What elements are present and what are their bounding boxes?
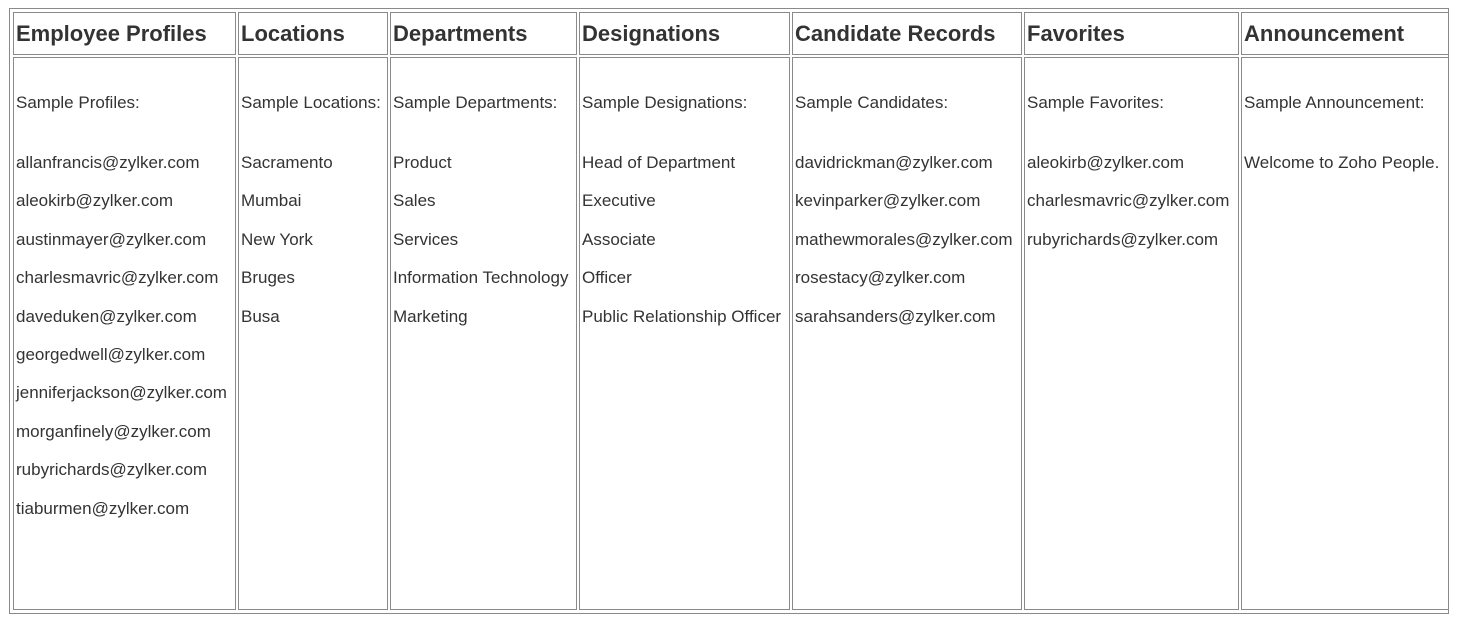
header-row bbox=[13, 12, 1449, 55]
cell-title: Sample Announcement: bbox=[1244, 93, 1425, 112]
column-header-candidate-records: Candidate Records bbox=[792, 12, 1022, 55]
item-list bbox=[16, 153, 233, 519]
list-item: charlesmavric@zylker.com bbox=[16, 268, 219, 288]
list-item: rosestacy@zylker.com bbox=[795, 268, 966, 288]
item-list bbox=[393, 153, 574, 327]
cell-title: Sample Locations: bbox=[241, 93, 381, 112]
item-list bbox=[1244, 153, 1446, 173]
list-item: morganfinely@zylker.com bbox=[16, 421, 211, 441]
list-item: Information Technology bbox=[393, 268, 569, 288]
item-list bbox=[1027, 153, 1236, 250]
list-item: austinmayer@zylker.com bbox=[16, 229, 207, 249]
item-list bbox=[241, 153, 385, 327]
column-cell-designations bbox=[579, 57, 790, 610]
list-item: kevinparker@zylker.com bbox=[795, 191, 981, 211]
list-item: Welcome to Zoho People. bbox=[1244, 153, 1440, 172]
list-item: Associate bbox=[582, 229, 656, 249]
list-item: Public Relationship Officer bbox=[582, 306, 782, 326]
list-item: Mumbai bbox=[241, 191, 302, 211]
sample-data-table bbox=[11, 10, 1451, 612]
column-cell-candidate-records bbox=[792, 57, 1022, 610]
column-cell-employee-profiles bbox=[13, 57, 236, 610]
list-item: Officer bbox=[582, 268, 632, 288]
column-cell-favorites bbox=[1024, 57, 1239, 610]
list-item: Head of Department bbox=[582, 153, 736, 172]
column-header-departments: Departments bbox=[390, 12, 577, 55]
cell-title: Sample Departments: bbox=[393, 93, 558, 112]
list-item: Executive bbox=[582, 191, 656, 211]
list-item: daveduken@zylker.com bbox=[16, 306, 197, 326]
list-item: rubyrichards@zylker.com bbox=[16, 460, 208, 480]
column-cell-departments bbox=[390, 57, 577, 610]
list-item: charlesmavric@zylker.com bbox=[1027, 191, 1230, 211]
column-cell-locations bbox=[238, 57, 388, 610]
cell-title: Sample Favorites: bbox=[1027, 93, 1164, 112]
list-item: Sales bbox=[393, 191, 436, 211]
list-item: Services bbox=[393, 229, 459, 249]
column-header-locations: Locations bbox=[238, 12, 388, 55]
content-row bbox=[13, 57, 1449, 610]
list-item: tiaburmen@zylker.com bbox=[16, 498, 190, 518]
list-item: New York bbox=[241, 229, 313, 249]
list-item: rubyrichards@zylker.com bbox=[1027, 229, 1219, 249]
list-item: davidrickman@zylker.com bbox=[795, 153, 993, 172]
list-item: Marketing bbox=[393, 306, 468, 326]
item-list bbox=[582, 153, 787, 327]
list-item: allanfrancis@zylker.com bbox=[16, 153, 200, 172]
item-list bbox=[795, 153, 1019, 327]
list-item: Product bbox=[393, 153, 452, 172]
column-header-designations: Designations bbox=[579, 12, 790, 55]
list-item: Bruges bbox=[241, 268, 295, 288]
column-cell-announcement bbox=[1241, 57, 1449, 610]
column-header-favorites: Favorites bbox=[1024, 12, 1239, 55]
cell-title: Sample Designations: bbox=[582, 93, 748, 112]
list-item: aleokirb@zylker.com bbox=[16, 191, 174, 211]
column-header-announcement: Announcement bbox=[1241, 12, 1449, 55]
list-item: aleokirb@zylker.com bbox=[1027, 153, 1185, 172]
cell-title: Sample Profiles: bbox=[16, 93, 140, 112]
column-header-employee-profiles: Employee Profiles bbox=[13, 12, 236, 55]
cell-title: Sample Candidates: bbox=[795, 93, 949, 112]
list-item: jenniferjackson@zylker.com bbox=[16, 383, 227, 403]
list-item: sarahsanders@zylker.com bbox=[795, 306, 996, 326]
list-item: mathewmorales@zylker.com bbox=[795, 229, 1013, 249]
list-item: Busa bbox=[241, 306, 280, 326]
list-item: georgedwell@zylker.com bbox=[16, 344, 206, 364]
list-item: Sacramento bbox=[241, 153, 333, 172]
